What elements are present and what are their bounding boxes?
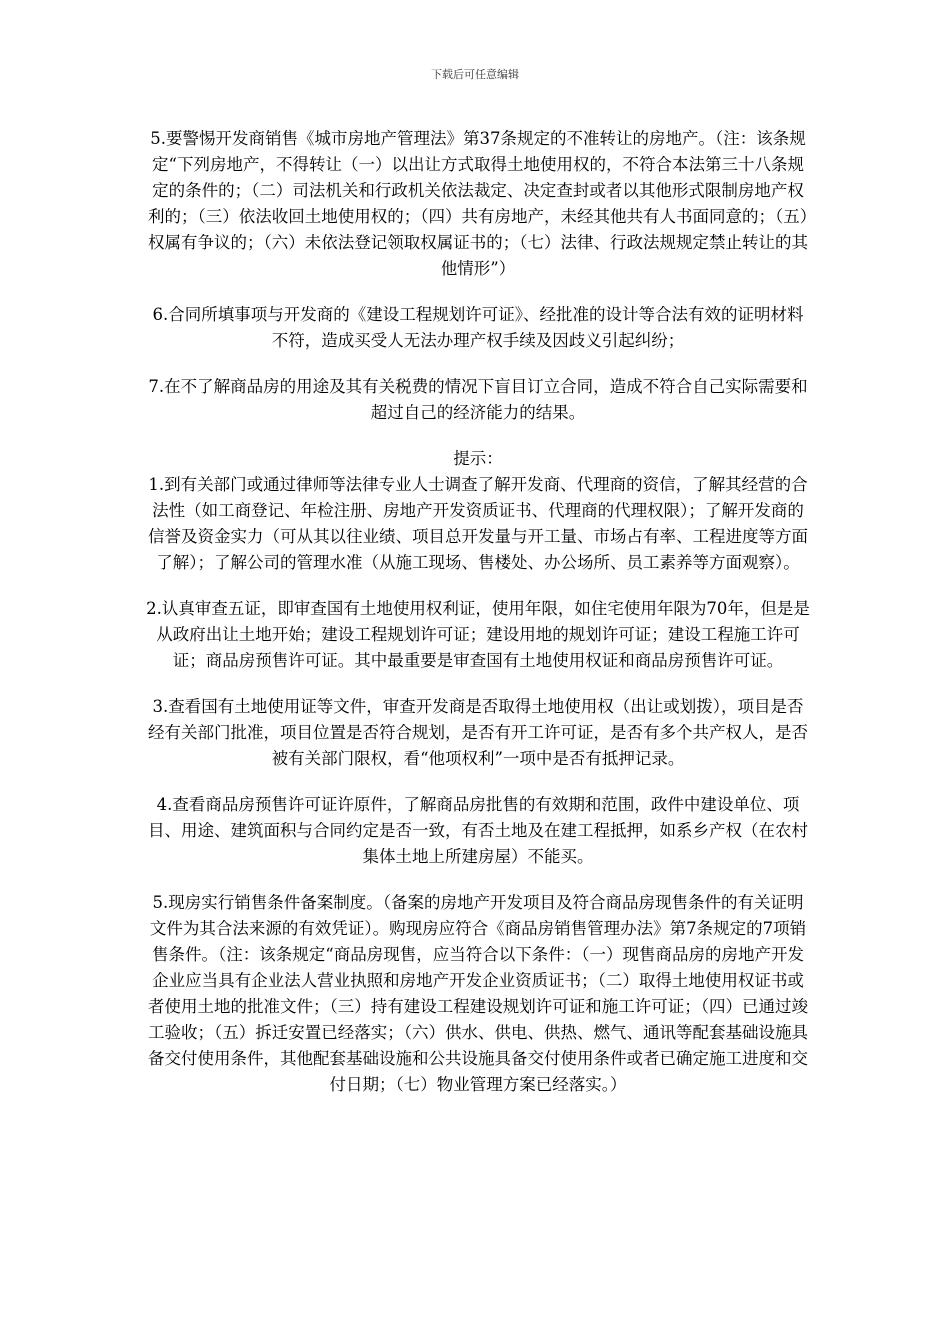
document-body (146, 126, 810, 1098)
page-header: 下载后可任意编辑 (431, 68, 519, 81)
tips-heading: 提示： (453, 449, 503, 468)
tip-1-investigate: 1.到有关部门或通过律师等法律专业人士调查了解开发商、代理商的资信，了解其经营的合法性（如工商登记、年检注册、房地产开发资质证书、代理商的代理权限）；了解开发商的信誉及资金实力（可从其以往业绩、项目总开发量与开工量、市场占有率、工程进度等方面了解）；了解公司的管理水准（从施工现场、售楼处、办公场所、员工素养等方面观察）。 (148, 475, 808, 572)
paragraph-item-5-warning: 5.要警惕开发商销售《城市房地产管理法》第37条规定的不准转让的房地产。（注：该条规定“下列房地产，不得转让（一）以出让方式取得土地使用权的，不符合本法第三十八条规定的条件的；（二）司法机关和行政机关依法裁定、决定查封或者以其他形式限制房地产权利的；（三）依法收回土地使用权的；（四）共有房地产，未经其他共有人书面同意的；（五）权属有争议的；（六）未依法登记领取权属证书的；（七）法律、行政法规规定禁止转让的其他情形”） (148, 129, 808, 278)
tip-2-five-certificates: 2.认真审查五证，即审查国有土地使用权利证，使用年限，如住宅使用年限为70年，但是是从政府出让土地开始；建设工程规划许可证；建设用地的规划许可证；建设工程施工许可证；商品房预售许可证。其中最重要是审查国有土地使用权证和商品房预售许可证。 (146, 599, 810, 670)
paragraph-item-7-blind-contract: 7.在不了解商品房的用途及其有关税费的情况下盲目订立合同，造成不符合自己实际需要和超过自己的经济能力的结果。 (148, 377, 808, 422)
tip-3-land-use-certificate: 3.查看国有土地使用证等文件，审查开发商是否取得土地使用权（出让或划拨），项目是否经有关部门批准，项目位置是否符合规划，是否有开工许可证，是否有多个共产权人，是否被有关部门限权，看“他项权利”一项中是否有抵押记录。 (148, 697, 808, 768)
paragraph-item-6-contract: 6.合同所填事项与开发商的《建设工程规划许可证》、经批准的设计等合法有效的证明材料不符，造成买受人无法办理产权手续及因歧义引起纠纷； (152, 305, 804, 350)
tip-4-presale-permit: 4.查看商品房预售许可证许原件，了解商品房批售的有效期和范围，政件中建设单位、项目、用途、建筑面积与合同约定是否一致，有否土地及在建工程抵押，如系乡产权（在农村集体土地上所建房屋）不能买。 (148, 795, 808, 866)
tip-5-sale-conditions: 5.现房实行销售条件备案制度。（备案的房地产开发项目及符合商品房现售条件的有关证明文件为其合法来源的有效凭证）。购现房应符合《商品房销售管理办法》第7条规定的7项销售条件。（注：该条规定“商品房现售，应当符合以下条件：（一）现售商品房的房地产开发企业应当具有企业法人营业执照和房地产开发企业资质证书；（二）取得土地使用权证书或者使用土地的批准文件；（三）持有建设工程建设规划许可证和施工许可证；（四）已通过竣工验收；（五）拆迁安置已经落实；（六）供水、供电、供热、燃气、通讯等配套基础设施具备交付使用条件，其他配套基础设施和公共设施具备交付使用条件或者已确定施工进度和交付日期；（七）物业管理方案已经落实。） (148, 893, 808, 1094)
